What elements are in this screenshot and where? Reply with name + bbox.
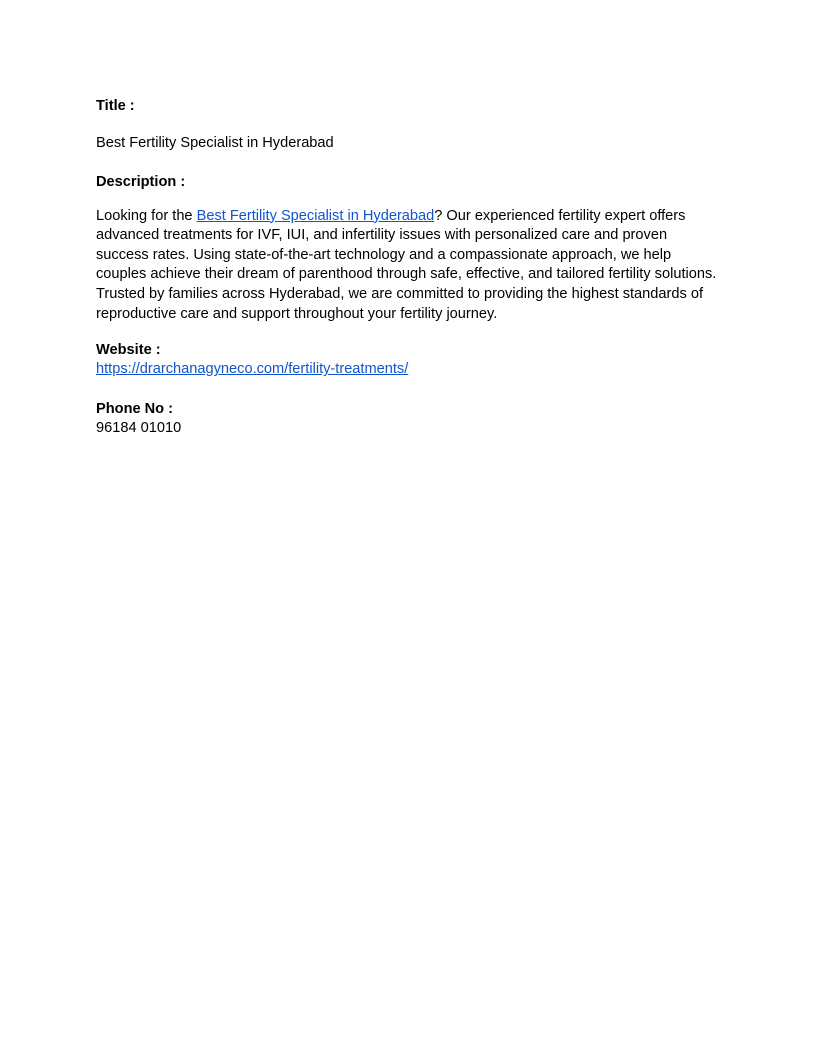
website-link[interactable]: https://drarchanagyneco.com/fertility-treatments/ xyxy=(96,361,409,378)
website-paragraph xyxy=(96,360,720,380)
description-intro: Looking for the xyxy=(96,207,197,224)
description-label: Description : xyxy=(96,173,186,190)
website-label: Website : xyxy=(96,342,161,359)
phone-label: Phone No : xyxy=(96,400,174,417)
title-label: Title : xyxy=(96,98,135,114)
title-value: Best Fertility Specialist in Hyderabad xyxy=(96,135,334,151)
description-paragraph xyxy=(96,207,720,325)
phone-value: 96184 01010 xyxy=(96,419,182,436)
specialist-link[interactable]: Best Fertility Specialist in Hyderabad xyxy=(196,207,435,224)
description-body: ? Our experienced fertility expert offers advanced treatments for IVF, IUI, and infertility issues with personalized care and proven success rates. Using state-of-the-art technology and a compassionate approach, we help couples achieve their dream of parenthood through safe, effective, and tailored fertility solutions. Trusted by families across Hyderabad, we are committed to providing the highest standards of reproductive care and support throughout your fertility journey. xyxy=(96,207,717,322)
